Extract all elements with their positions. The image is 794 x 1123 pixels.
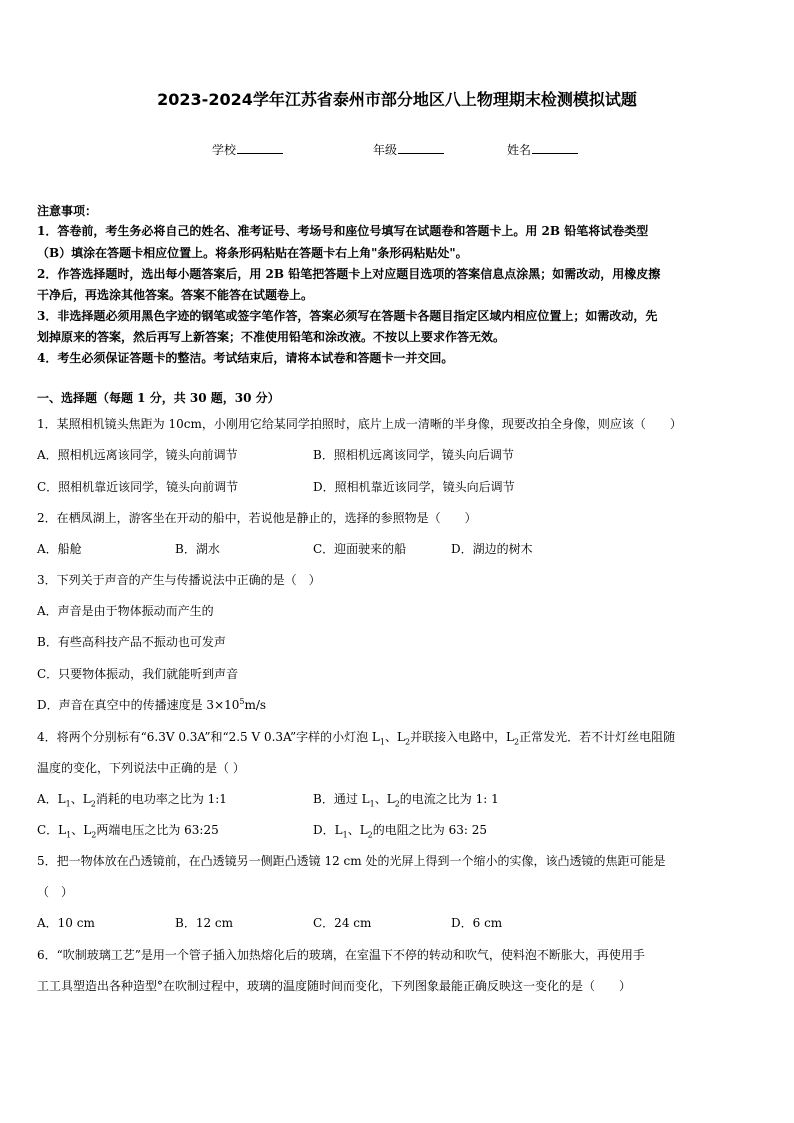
q5-stem: 5．把一物体放在凸透镜前，在凸透镜另一侧距凸透镜 12 cm 处的光屏上得到一个缩小的实像，该凸透镜的焦距可能是	[37, 854, 666, 868]
section-heading: 一、选择题（每题 1 分，共 30 题，30 分）	[37, 391, 280, 405]
q4-option-a[interactable]	[37, 791, 227, 807]
name-blank[interactable]	[532, 141, 578, 154]
q1-stem: 1．某照相机镜头焦距为 10cm，小刚用它给某同学拍照时，底片上成一清晰的半身像，现要改拍全身像，则应该（ ）	[37, 417, 682, 431]
q4-sub-2b: 2	[514, 737, 520, 747]
q4-b-sub1: 1	[369, 799, 375, 809]
q5-option-a[interactable]: A．10 cm	[37, 916, 95, 930]
q4-stem-part2: 、L	[384, 730, 405, 744]
q5-stem-line2: （ ）	[37, 885, 74, 899]
q4-sub-2: 2	[404, 737, 411, 747]
q2-option-a[interactable]: A．船舱	[37, 542, 82, 556]
q4-d-post: 的电阻之比为 63: 25	[372, 823, 487, 837]
notice-line-4: 4．考生必须保证答题卡的整洁。考试结束后，请将本试卷和答题卡一并交回。	[37, 351, 454, 365]
q4-b-sub2: 2	[394, 799, 400, 809]
school-field	[212, 141, 283, 158]
q4-c-sub1: 1	[66, 830, 72, 840]
q3-option-d[interactable]	[37, 697, 266, 713]
q2-option-c[interactable]: C．迎面驶来的船	[313, 542, 407, 556]
school-blank[interactable]	[237, 141, 283, 154]
notice-line-2a: 2．作答选择题时，选出每小题答案后，用 2B 铅笔把答题卡上对应题目选项的答案信息点涂黑；如需改动，用橡皮擦	[37, 267, 661, 281]
q4-option-c[interactable]	[37, 822, 219, 838]
q4-c-post: 两端电压之比为 63:25	[96, 823, 219, 837]
q4-b-post: 的电流之比为 1: 1	[399, 792, 499, 806]
grade-blank[interactable]	[398, 141, 444, 154]
q4-b-pre: B．通过 L	[313, 792, 370, 806]
school-label: 学校	[212, 143, 237, 157]
q3-option-b[interactable]: B．有些高科技产品不振动也可发声	[37, 635, 226, 649]
q5-option-d[interactable]: D．6 cm	[451, 916, 503, 930]
q4-option-b[interactable]	[313, 791, 499, 807]
q4-sub-1: 1	[379, 737, 385, 747]
q4-option-d[interactable]	[313, 822, 487, 838]
q4-stem-part4: 正常发光．若不计灯丝电阻随	[519, 730, 676, 744]
q2-option-d[interactable]: D．湖边的树木	[451, 542, 533, 556]
q1-option-d[interactable]: D．照相机靠近该同学，镜头向后调节	[313, 480, 515, 494]
q4-d-pre: D．L	[313, 823, 343, 837]
q5-option-c[interactable]: C．24 cm	[313, 916, 372, 930]
name-label: 姓名	[507, 143, 532, 157]
grade-field	[373, 141, 444, 158]
notice-line-3a: 3．非选择题必须用黑色字迹的钢笔或签字笔作答，答案必须写在答题卡各题目指定区域内相应位置上；如需改动，先	[37, 309, 658, 323]
notice-heading: 注意事项：	[37, 204, 98, 218]
notice-line-1b: （B）填涂在答题卡相应位置上。将条形码粘贴在答题卡右上角"条形码粘贴处"。	[37, 246, 468, 260]
q3-stem: 3．下列关于声音的产生与传播说法中正确的是（ ）	[37, 573, 321, 587]
q4-a-post: 消耗的电功率之比为 1:1	[95, 792, 227, 806]
q3-option-d-text: D．声音在真空中的传播速度是 3×10	[37, 698, 240, 712]
q3-option-a[interactable]: A．声音是由于物体振动而产生的	[37, 604, 214, 618]
q2-stem: 2．在栖凤湖上，游客坐在开动的船中，若说他是静止的，选择的参照物是（ ）	[37, 511, 477, 525]
q4-d-sub1: 1	[342, 830, 348, 840]
q4-b-mid: 、L	[374, 792, 395, 806]
q4-c-mid: 、L	[71, 823, 92, 837]
q4-stem-line2: 温度的变化，下列说法中正确的是（ ）	[37, 761, 245, 775]
q3-option-d-exponent: 5	[239, 697, 245, 706]
q3-option-d-unit: m/s	[244, 698, 267, 712]
q5-option-b[interactable]: B．12 cm	[175, 916, 234, 930]
q2-option-b[interactable]: B．湖水	[175, 542, 220, 556]
q4-a-mid: 、L	[70, 792, 91, 806]
q4-stem-part1: 4．将两个分别标有“6.3V 0.3A”和“2.5 V 0.3A”字样的小灯泡 L	[37, 730, 380, 744]
q4-a-pre: A．L	[37, 792, 66, 806]
q4-d-sub2: 2	[367, 830, 373, 840]
q4-c-pre: C．L	[37, 823, 67, 837]
notice-line-1a: 1．答卷前，考生务必将自己的姓名、准考证号、考场号和座位号填写在试题卷和答题卡上。用 2B 铅笔将试卷类型	[37, 224, 649, 238]
grade-label: 年级	[373, 143, 398, 157]
q4-a-sub1: 1	[65, 799, 71, 809]
q4-d-mid: 、L	[347, 823, 368, 837]
exam-title: 2023-2024学年江苏省泰州市部分地区八上物理期末检测模拟试题	[157, 90, 637, 109]
q4-stem-part3: 并联接入电路中，L	[410, 730, 515, 744]
notice-line-2b: 干净后，再选涂其他答案。答案不能答在试题卷上。	[37, 288, 314, 302]
name-field	[507, 141, 578, 158]
q1-option-a[interactable]: A．照相机远离该同学，镜头向前调节	[37, 448, 238, 462]
q6-stem-line2: 工工具塑造出各种造型°在吹制过程中，玻璃的温度随时间而变化，下列图象最能正确反映这一变化的是（ ）	[37, 979, 632, 993]
q3-option-c[interactable]: C．只要物体振动，我们就能听到声音	[37, 667, 239, 681]
q4-stem	[37, 729, 675, 745]
q1-option-b[interactable]: B．照相机远离该同学，镜头向后调节	[313, 448, 514, 462]
q1-option-c[interactable]: C．照相机靠近该同学，镜头向前调节	[37, 480, 239, 494]
q6-stem: 6．“吹制玻璃工艺”是用一个管子插入加热熔化后的玻璃，在室温下不停的转动和吹气，使料泡不断胀大，再使用手	[37, 948, 645, 962]
q4-a-sub2: 2	[90, 799, 96, 809]
notice-line-3b: 划掉原来的答案，然后再写上新答案；不准使用铅笔和涂改液。不按以上要求作答无效。	[37, 330, 506, 344]
q4-c-sub2: 2	[91, 830, 97, 840]
